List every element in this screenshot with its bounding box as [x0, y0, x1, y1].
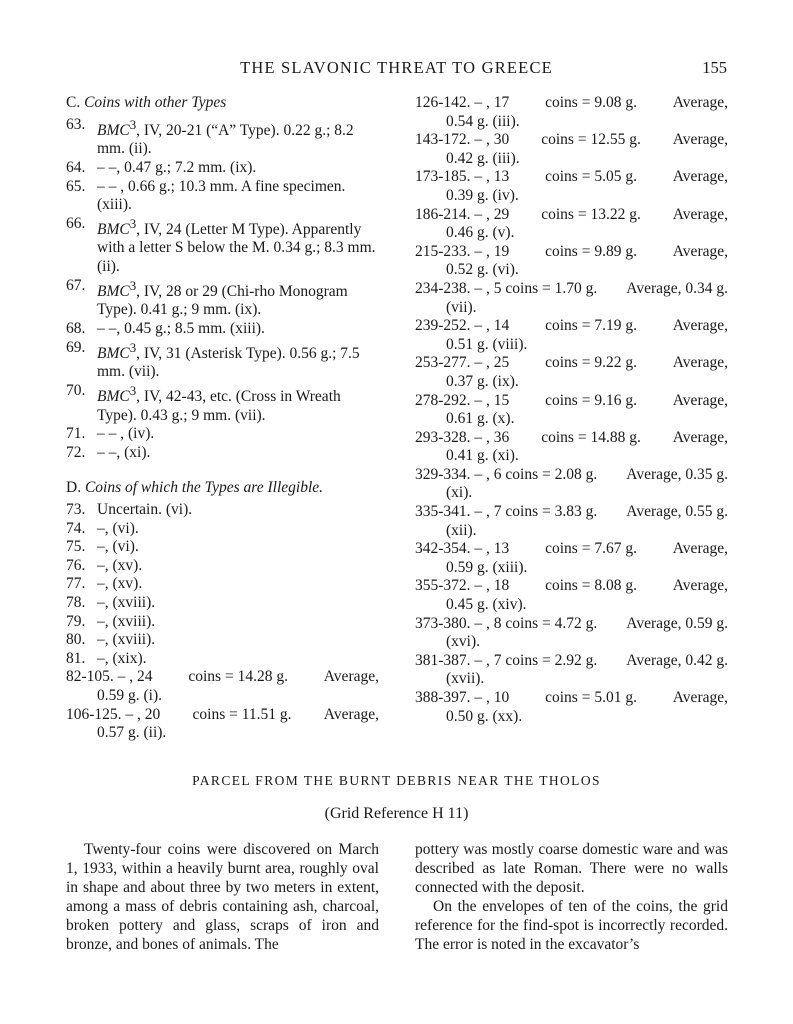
range-entry-continuation: (xvi). — [446, 633, 481, 651]
range-entry-line1 — [415, 689, 728, 708]
entry-number: 75. — [66, 538, 86, 556]
catalog-entry — [66, 631, 379, 650]
range-entry-line1 — [415, 540, 728, 559]
entry-reference-edition: 3 — [129, 277, 137, 293]
range-entry-continuation: 0.45 g. (xiv). — [446, 596, 527, 614]
range-entry — [415, 652, 728, 689]
entry-reference-edition: 3 — [129, 339, 137, 355]
entry-body — [97, 159, 256, 176]
entry-number: 72. — [66, 443, 86, 461]
body-paragraph-left: Twenty-four coins were discovered on March 1, 1933, within a heavily burnt area, roughly oval in shape and about three by two meters in extent, among a mass of debris containing ash, charcoal, broken pottery and glass, scraps of iron and bronze, and bones of animals. The — [66, 841, 379, 953]
range-entry-continuation: 0.51 g. (viii). — [446, 335, 528, 353]
entry-body — [97, 425, 154, 442]
range-entry — [415, 466, 728, 503]
range-label: 215-233. – , 19 — [415, 242, 510, 260]
section-d-list — [66, 501, 379, 668]
range-coins: coins = 9.89 g. — [545, 242, 637, 260]
range-label: 278-292. – , 15 — [415, 391, 510, 409]
section-d-letter: D. — [66, 479, 82, 497]
range-label: 106-125. – , 20 — [66, 705, 161, 723]
range-entry-continuation: 0.59 g. (xiii). — [446, 558, 528, 576]
catalog-entry — [66, 382, 379, 425]
range-entry-line1 — [415, 577, 728, 596]
section-c-letter: C. — [66, 94, 81, 111]
catalog-entry — [66, 613, 379, 632]
entry-reference: BMC — [97, 388, 130, 406]
range-entry-continuation: 0.54 g. (iii). — [446, 112, 520, 130]
range-entry-line1 — [415, 280, 728, 299]
entry-text: , IV, 42-43, etc. (Cross in Wreath Type). 0.43 g.; 9 mm. (vii). — [97, 388, 341, 424]
range-label: 82-105. – , 24 — [66, 668, 153, 686]
range-label: 381-387. – , 7 coins = 2.92 g. — [415, 651, 598, 669]
page-number: 155 — [702, 58, 727, 77]
entry-body — [97, 215, 376, 276]
entry-number: 76. — [66, 556, 86, 574]
entry-number: 81. — [66, 649, 86, 667]
range-average: Average, — [672, 577, 728, 595]
entry-number: 63. — [66, 115, 86, 133]
entry-body — [97, 178, 345, 214]
range-entry-line1 — [415, 615, 728, 634]
entry-number: 69. — [66, 338, 86, 356]
catalog-entry — [66, 594, 379, 613]
range-label: 234-238. – , 5 coins = 1.70 g. — [415, 279, 598, 297]
range-entry — [415, 317, 728, 354]
range-entry — [415, 540, 728, 577]
entry-text: –, (vi). — [97, 519, 139, 537]
range-coins: coins = 5.05 g. — [545, 168, 637, 186]
range-coins: coins = 12.55 g. — [541, 131, 641, 149]
range-coins: coins = 5.01 g. — [545, 689, 637, 706]
catalog-entry — [66, 277, 379, 320]
entry-reference-edition: 3 — [129, 116, 137, 132]
range-average: Average, — [672, 205, 728, 223]
range-entry — [415, 392, 728, 429]
body-text-left — [66, 840, 379, 954]
range-label: 173-185. – , 13 — [415, 168, 510, 186]
range-entry-continuation: 0.50 g. (xx). — [446, 707, 523, 725]
range-entry-continuation: (xii). — [446, 521, 477, 539]
range-average: Average, — [672, 242, 728, 260]
range-entry — [415, 503, 728, 540]
range-coins: coins = 14.28 g. — [188, 668, 288, 686]
catalog-entry — [66, 650, 379, 669]
catalog-entry — [66, 501, 379, 520]
range-coins: coins = 14.88 g. — [541, 428, 641, 446]
entry-text: –, (xviii). — [97, 594, 156, 612]
range-entry-continuation: 0.59 g. (i). — [97, 687, 163, 704]
range-entry-line1 — [415, 392, 728, 411]
range-label: 253-277. – , 25 — [415, 354, 510, 372]
entry-number: 68. — [66, 320, 86, 337]
range-label: 355-372. – , 18 — [415, 577, 510, 595]
body-text-right — [415, 840, 728, 954]
range-entry-continuation: 0.41 g. (xi). — [446, 447, 519, 465]
entry-text: , IV, 24 (Letter M Type). Apparently with a letter S below the M. 0.34 g.; 8.3 mm. (ii). — [97, 220, 376, 276]
catalog-entry — [66, 444, 379, 463]
range-average: Average, — [672, 317, 728, 335]
catalog-entry — [66, 215, 379, 277]
catalog-entry — [66, 159, 379, 178]
entry-number: 79. — [66, 612, 86, 630]
range-label: 335-341. – , 7 coins = 3.83 g. — [415, 503, 598, 521]
range-entry — [415, 131, 728, 168]
catalog-entry — [66, 575, 379, 594]
entry-text: – – , (iv). — [97, 425, 155, 443]
entry-text: – – , 0.66 g.; 10.3 mm. A fine specimen. (xiii). — [97, 177, 346, 214]
range-label: 293-328. – , 36 — [415, 428, 510, 446]
entry-reference-edition: 3 — [129, 382, 137, 398]
range-average: Average, — [672, 689, 728, 706]
grid-reference: (Grid Reference H 11) — [324, 805, 469, 822]
entry-text: –, (xviii). — [97, 612, 156, 630]
section-d-title: Coins of which the Types are Illegible. — [84, 479, 324, 497]
range-entry-continuation: 0.57 g. (ii). — [97, 724, 167, 742]
range-entry-line1 — [415, 206, 728, 225]
entry-text: Uncertain. (vi). — [97, 501, 193, 519]
section-c-title: Coins with other Types — [84, 94, 227, 111]
entry-body — [97, 277, 348, 319]
range-left-list — [66, 668, 379, 742]
entry-text: , IV, 28 or 29 (Chi-rho Monogram Type). 0.41 g.; 9 mm. (ix). — [97, 282, 348, 319]
entry-text: –, (xv). — [97, 556, 143, 574]
entry-number: 70. — [66, 381, 86, 399]
right-column — [415, 94, 728, 726]
range-entry-continuation: (xvii). — [446, 670, 485, 688]
entry-number: 67. — [66, 276, 86, 294]
range-entry-line1 — [415, 652, 728, 671]
entry-text: , IV, 31 (Asterisk Type). 0.56 g.; 7.5 mm. (vii). — [97, 344, 360, 381]
entry-number: 64. — [66, 158, 86, 176]
range-label: 329-334. – , 6 coins = 2.08 g. — [415, 465, 598, 483]
entry-number: 74. — [66, 519, 86, 537]
range-entry — [415, 354, 728, 391]
range-entry-continuation: 0.37 g. (ix). — [446, 372, 519, 390]
section-c-heading — [66, 94, 379, 113]
range-entry-continuation: (xi). — [446, 484, 473, 502]
range-coins: coins = 9.08 g. — [545, 94, 637, 111]
range-label: 239-252. – , 14 — [415, 317, 510, 335]
range-entry-continuation: 0.61 g. (x). — [446, 410, 515, 428]
body-paragraph-right-1: pottery was mostly coarse domestic ware and was described as late Roman. There were no walls connected with the deposit. — [415, 841, 728, 896]
entry-number: 66. — [66, 214, 86, 232]
range-right-list — [415, 94, 728, 726]
range-average: Average, — [672, 391, 728, 409]
range-entry-continuation: 0.39 g. (iv). — [446, 186, 519, 204]
range-entry-continuation: 0.42 g. (iii). — [446, 149, 520, 167]
entry-reference: BMC — [97, 220, 130, 238]
range-entry-line1 — [415, 131, 728, 150]
range-average: Average, — [672, 428, 728, 446]
range-average: Average, — [672, 94, 728, 111]
range-entry — [66, 668, 379, 705]
range-average: Average, 0.55 g. — [626, 503, 728, 521]
range-label: 373-380. – , 8 coins = 4.72 g. — [415, 614, 598, 632]
entry-reference: BMC — [97, 121, 130, 139]
catalog-entry — [66, 116, 379, 159]
range-entry-line1 — [66, 668, 379, 687]
range-entry — [415, 206, 728, 243]
body-paragraph-right-2: On the envelopes of ten of the coins, the grid reference for the find-spot is incorrectly recorded. The error is noted in the excavator’s — [415, 898, 728, 953]
range-entry — [415, 280, 728, 317]
range-label: 126-142. – , 17 — [415, 94, 510, 111]
entry-text: –, (xv). — [97, 575, 143, 593]
entry-text: , IV, 20-21 (“A” Type). 0.22 g.; 8.2 mm. (ii). — [97, 121, 354, 158]
catalog-entry — [66, 538, 379, 557]
range-coins: coins = 7.19 g. — [545, 317, 637, 335]
range-entry-line1 — [415, 168, 728, 187]
range-label: 186-214. – , 29 — [415, 205, 510, 223]
range-entry — [415, 243, 728, 280]
left-column — [66, 94, 379, 743]
range-label: 143-172. – , 30 — [415, 131, 510, 149]
range-entry — [415, 94, 728, 131]
entry-number: 73. — [66, 501, 86, 519]
entry-reference: BMC — [97, 282, 130, 300]
range-average: Average, 0.34 g. — [626, 279, 728, 297]
catalog-entry — [66, 425, 379, 444]
range-entry-continuation: 0.46 g. (v). — [446, 224, 515, 242]
range-entry-continuation: (vii). — [446, 298, 477, 316]
range-entry-line1 — [415, 466, 728, 485]
section-d-heading — [66, 479, 379, 498]
entry-body — [97, 116, 354, 158]
entry-text: – –, (xi). — [97, 443, 151, 461]
range-average: Average, — [323, 668, 379, 686]
range-average: Average, 0.42 g. — [626, 651, 728, 669]
entry-reference-edition: 3 — [129, 215, 137, 231]
entry-number: 71. — [66, 425, 86, 443]
range-coins: coins = 8.08 g. — [545, 577, 637, 595]
range-entry-line1 — [415, 429, 728, 448]
entry-text: –, (vi). — [97, 538, 139, 556]
entry-number: 77. — [66, 575, 86, 593]
catalog-entry — [66, 178, 379, 215]
range-entry — [415, 577, 728, 614]
range-coins: coins = 7.67 g. — [545, 540, 637, 558]
range-average: Average, 0.35 g. — [626, 465, 728, 483]
range-entry-line1 — [415, 94, 728, 113]
range-average: Average, 0.59 g. — [626, 614, 728, 632]
entry-text: – –, 0.47 g.; 7.2 mm. (ix). — [97, 158, 257, 176]
range-entry-line1 — [415, 354, 728, 373]
range-average: Average, — [323, 705, 379, 723]
range-entry-line1 — [415, 243, 728, 262]
entry-text: –, (xix). — [97, 649, 147, 667]
entry-body — [97, 320, 265, 337]
entry-text: –, (xviii). — [97, 631, 156, 649]
range-entry — [415, 429, 728, 466]
entry-text: – –, 0.45 g.; 8.5 mm. (xiii). — [97, 320, 265, 337]
range-entry — [415, 168, 728, 205]
entry-reference: BMC — [97, 344, 130, 362]
range-average: Average, — [672, 540, 728, 558]
range-entry — [66, 706, 379, 743]
entry-body — [97, 444, 150, 461]
range-entry-line1 — [66, 706, 379, 725]
entry-number: 65. — [66, 177, 86, 195]
section-c-list — [66, 116, 379, 463]
catalog-entry — [66, 339, 379, 382]
range-coins: coins = 9.22 g. — [545, 354, 637, 372]
range-coins: coins = 9.16 g. — [545, 391, 637, 409]
range-entry-line1 — [415, 317, 728, 336]
running-title: THE SLAVONIC THREAT TO GREECE — [240, 58, 553, 77]
range-label: 342-354. – , 13 — [415, 540, 510, 558]
entry-number: 78. — [66, 594, 86, 612]
range-entry-line1 — [415, 503, 728, 522]
catalog-entry — [66, 557, 379, 576]
range-entry — [415, 689, 728, 726]
range-average: Average, — [672, 354, 728, 372]
entry-body — [97, 382, 341, 424]
catalog-entry — [66, 320, 379, 339]
catalog-entry — [66, 520, 379, 539]
range-coins: coins = 13.22 g. — [541, 205, 641, 223]
range-entry — [415, 615, 728, 652]
range-label: 388-397. – , 10 — [415, 689, 510, 706]
range-entry-continuation: 0.52 g. (vi). — [446, 261, 519, 279]
parcel-title: PARCEL FROM THE BURNT DEBRIS NEAR THE THOLOS — [192, 773, 601, 788]
entry-number: 80. — [66, 631, 86, 649]
range-coins: coins = 11.51 g. — [192, 705, 292, 723]
range-average: Average, — [672, 131, 728, 149]
entry-body — [97, 339, 360, 381]
range-average: Average, — [672, 168, 728, 186]
